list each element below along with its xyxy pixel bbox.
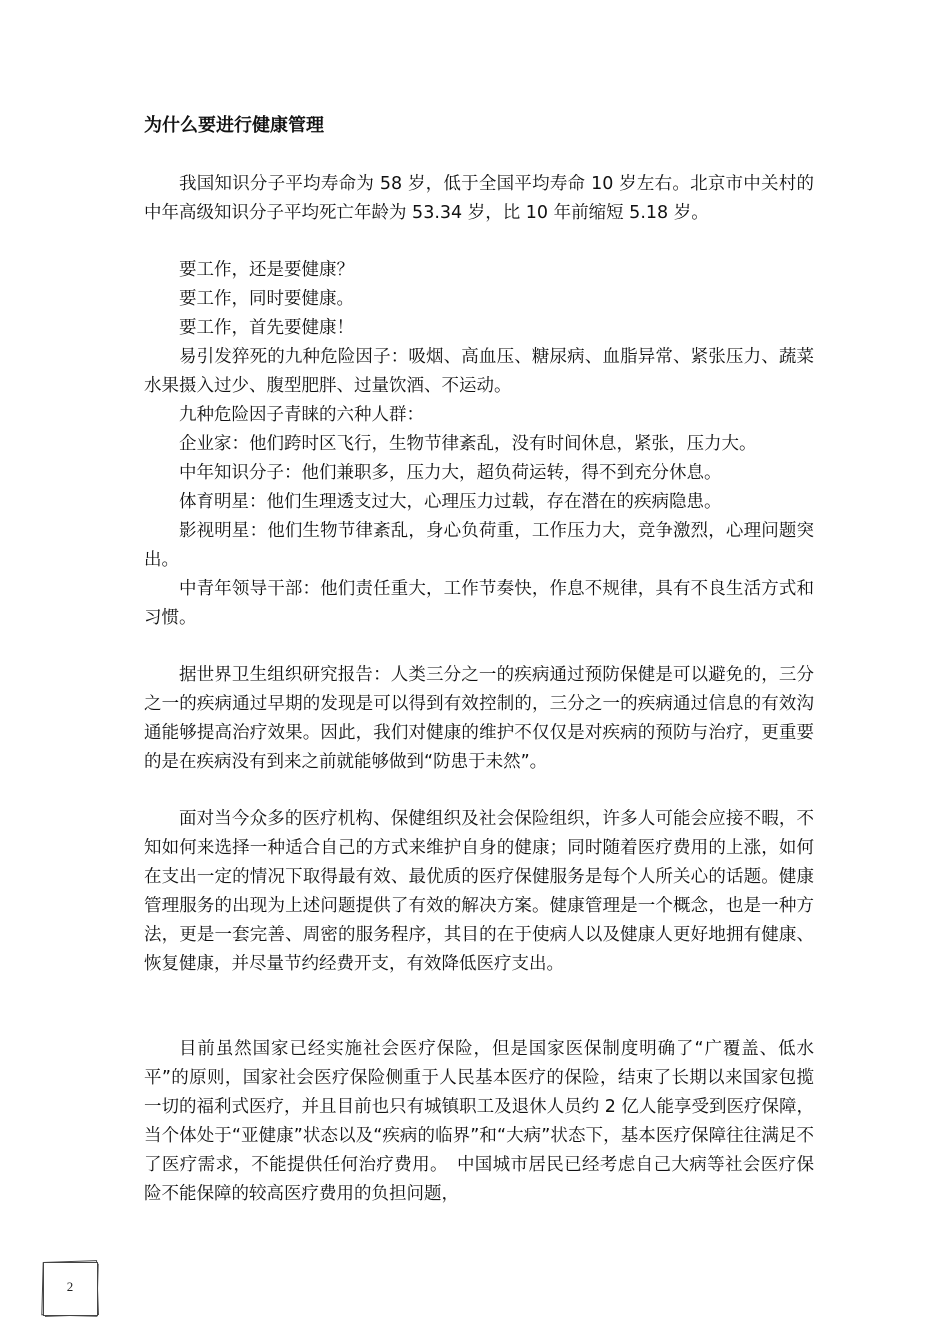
question-line-3: 要工作，首先要健康！ [179, 318, 354, 338]
paragraph-health-management: 面对当今众多的医疗机构、保健组织及社会保险组织，许多人可能会应接不暇，不知如何来选择一种适合自己的方式来维护自身的健康；同时随着医疗费用的上涨，如何在支出一定的情况下取得最有效、最优质的医疗保健服务是每个人所关心的话题。健康管理服务的出现为上述问题提供了有效的解决方案。健康管理是一个概念，也是一种方法，更是一套完善、周密的服务程序，其目的在于使病人以及健康人更好地拥有健康、恢复健康，并尽量节约经费开支，有效降低医疗支出。 [144, 809, 814, 974]
paragraph-risk-factors: 易引发猝死的九种危险因子：吸烟、高血压、糖尿病、血脂异常、紧张压力、蔬菜水果摄入过少、腹型肥胖、过量饮酒、不运动。 [144, 347, 814, 396]
group-athletes: 体育明星：他们生理透支过大，心理压力过载，存在潜在的疾病隐患。 [179, 492, 722, 512]
group-entrepreneurs: 企业家：他们跨时区飞行，生物节律紊乱，没有时间休息，紧张，压力大。 [179, 434, 757, 454]
section-title: 为什么要进行健康管理 [144, 115, 324, 136]
page-number-box [40, 1261, 100, 1316]
paragraph-lifespan: 我国知识分子平均寿命为 58 岁，低于全国平均寿命 10 岁左右。北京市中关村的中年高级知识分子平均死亡年龄为 53.34 岁，比 10 年前缩短 5.18 岁。 [144, 174, 814, 223]
page-number: 2 [66, 1279, 74, 1294]
paragraph-who-report: 据世界卫生组织研究报告：人类三分之一的疾病通过预防保健是可以避免的，三分之一的疾病通过早期的发现是可以得到有效控制的，三分之一的疾病通过信息的有效沟通能够提高治疗效果。因此，我们对健康的维护不仅仅是对疾病的预防与治疗，更重要的是在疾病没有到来之前就能够做到“防患于未然”。 [144, 665, 814, 772]
group-film-stars: 影视明星：他们生物节律紊乱，身心负荷重，工作压力大，竞争激烈，心理问题突出。 [144, 521, 814, 570]
paragraph-medical-insurance: 目前虽然国家已经实施社会医疗保险，但是国家医保制度明确了“广覆盖、低水平”的原则，国家社会医疗保险侧重于人民基本医疗的保险，结束了长期以来国家包揽一切的福利式医疗，并且目前也只有城镇职工及退休人员约 2 亿人能享受到医疗保障，当个体处于“亚健康”状态以及“疾病的临界”和“大病”状态下，基本医疗保障往往满足不了医疗需求，不能提供任何治疗费用。 中国城市居民已经考虑自己大病等社会医疗保险不能保障的较高医疗费用的负担问题， [144, 1039, 814, 1204]
question-line-2: 要工作，同时要健康。 [179, 289, 354, 309]
groups-heading: 九种危险因子青睐的六种人群： [179, 405, 424, 425]
question-line-1: 要工作，还是要健康？ [179, 260, 354, 280]
group-leaders: 中青年领导干部：他们责任重大，工作节奏快，作息不规律，具有不良生活方式和习惯。 [144, 579, 814, 628]
group-intellectuals: 中年知识分子：他们兼职多，压力大，超负荷运转，得不到充分休息。 [179, 463, 722, 483]
